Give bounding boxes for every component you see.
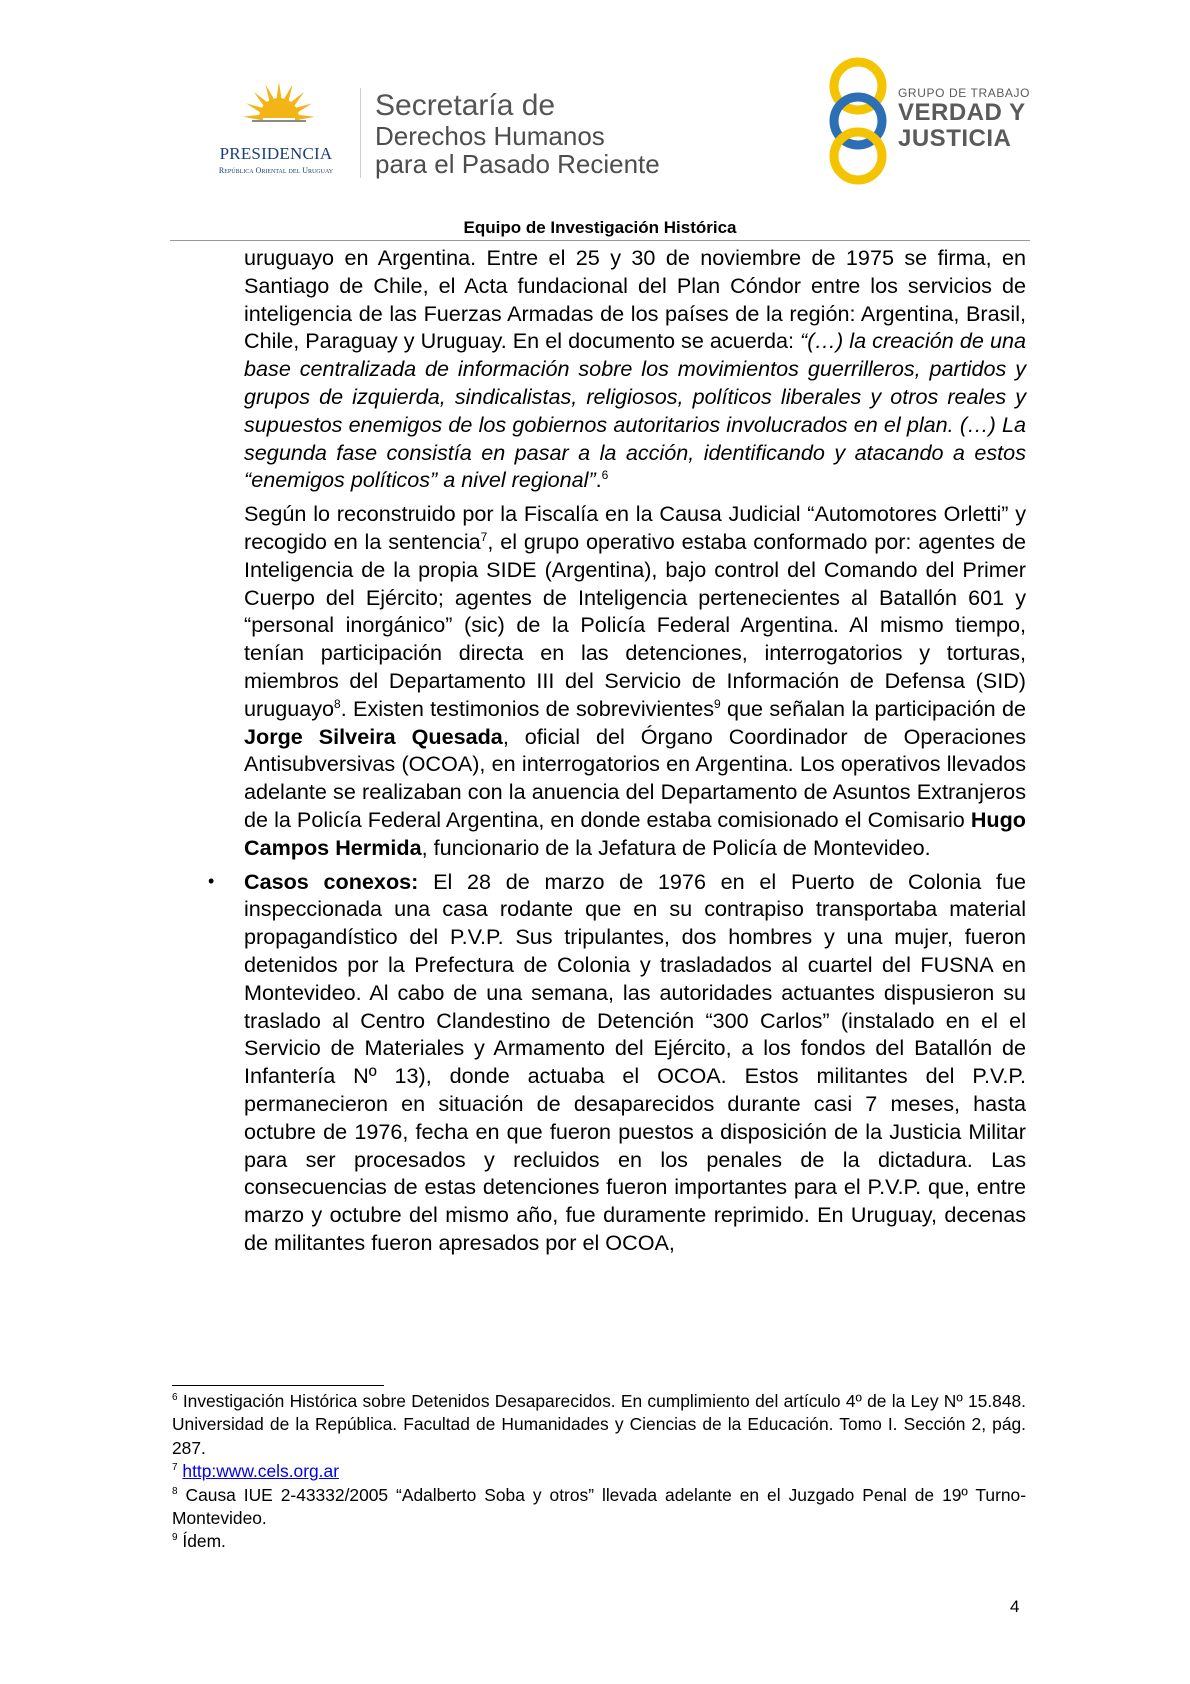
name-bold: Hugo Campos Hermida <box>244 806 1026 860</box>
footnote-divider <box>172 1385 384 1386</box>
bullet-icon: • <box>208 870 215 891</box>
quote-segment: “(…) la creación de una base centralizada de información sobre los movimientos guerrilleros, partidos y grupos de izquierda, sindicalistas, religiosos, políticos liberales y otros reales y supuestos enemigos de los gobiernos autoritarios involucrados en el plan. (…) La segunda fase consistía en pasar a la acción, identificando y atacando a estos “enemigos políticos” a nivel regional” <box>244 328 1026 493</box>
secretaria-line-3: para el Pasado Reciente <box>375 149 660 179</box>
footnote-ref-8[interactable]: 8 <box>334 696 341 711</box>
logo-divider <box>360 88 361 178</box>
text-segment: que señalan la participación de <box>720 695 1026 721</box>
justicia-label: JUSTICIA <box>898 125 1012 152</box>
verdad-justicia-logo <box>820 56 1040 186</box>
page-header-title: Equipo de Investigación Histórica <box>463 218 737 237</box>
footnote-number: 7 <box>172 1462 178 1474</box>
footnote-text: Investigación Histórica sobre Detenidos Desaparecidos. En cumplimiento del artículo 4º de la Ley Nº 15.848. Universidad de la República. Facultad de Humanidades y Ciencias de la Educación. Tomo I. Sección 2, pág. 287. <box>172 1391 1026 1458</box>
text-segment: , oficial del Órgano Coordinador de Operaciones Antisubversivas (OCOA), en interrogatorios en Argentina. Los operativos llevados adelante se realizaban con la anuencia del Departamento de Asuntos Extranjeros de la Policía Federal Argentina, en donde estaba comisionado el Comisario <box>244 723 1026 832</box>
footnote-8 <box>172 1484 1026 1531</box>
grupo-de-trabajo-label: GRUPO DE TRABAJO <box>898 86 1031 100</box>
page-number: 4 <box>1010 1597 1020 1616</box>
footnote-text: Causa IUE 2-43332/2005 “Adalberto Soba y otros” llevada adelante en el Juzgado Penal de 19º Turno-Montevideo. <box>172 1484 1026 1529</box>
name-bold: Jorge Silveira Quesada <box>244 723 503 749</box>
footnote-ref-6[interactable]: 6 <box>601 468 609 483</box>
presidencia-sublabel: República Oriental del Uruguay <box>218 166 334 175</box>
text-segment: , funcionario de la Jefatura de Policía de Montevideo. <box>421 834 931 860</box>
paragraph-plan-condor <box>244 244 1026 494</box>
footnote-9 <box>172 1530 1026 1553</box>
text-segment: El 28 de marzo de 1976 en el Puerto de Colonia fue inspeccionada una casa rodante que en su contrapiso transportaba material propagandístico del P.V.P. Sus tripulantes, dos hombres y una mujer, fueron detenidos por la Prefectura de Colonia y trasladados al cuartel del FUSNA en Montevideo. Al cabo de una semana, las autoridades actuantes dispusieron su traslado al Centro Clandestino de Detención “300 Carlos” (instalado en el el Servicio de Materiales y Armamento del Ejército, a los fondos del Batallón de Infantería Nº 13), donde actuaba el OCOA. Estos militantes del P.V.P. permanecieron en situación de desaparecidos durante casi 7 meses, hasta octubre de 1976, fecha en que fueron puestos a disposición de la Justicia Militar para ser procesados y recluidos en los penales de la dictadura. Las consecuencias de estas detenciones fueron importantes para el P.V.P. que, entre marzo y octubre del mismo año, fue duramente reprimido. En Uruguay, decenas de militantes fueron apresados por el OCOA, <box>244 868 1026 1255</box>
footnote-7 <box>172 1460 1026 1483</box>
text-segment: uruguayo en Argentina. Entre el 25 y 30 de noviembre de 1975 se firma, en Santiago de Chile, el Acta fundacional del Plan Cóndor entre los servicios de inteligencia de las Fuerzas Armadas de los países de la región: Argentina, Brasil, Chile, Paraguay y Uruguay. En el documento se acuerda: <box>244 245 1026 354</box>
paragraph-orletti <box>244 500 1026 861</box>
presidencia-label: PRESIDENCIA <box>219 144 333 163</box>
footnote-number: 6 <box>172 1392 178 1404</box>
verdad-justicia-text <box>898 86 1030 152</box>
footnotes <box>172 1390 1026 1554</box>
document-body <box>208 244 1026 1263</box>
footnote-text: Ídem. <box>177 1531 226 1552</box>
footnote-ref-7[interactable]: 7 <box>480 529 488 544</box>
secretaria-line-2: Derechos Humanos <box>375 121 605 151</box>
footnote-number: 9 <box>172 1532 178 1544</box>
verdad-label: VERDAD Y <box>898 99 1026 126</box>
linked-rings-icon <box>820 56 896 186</box>
text-segment: , el grupo operativo estaba conformado por: agentes de Inteligencia de la propia SIDE (Argentina), bajo control del Comando del Primer Cuerpo del Ejército; agentes de Inteligencia pertenecientes al Batallón 601 y “personal inorgánico” (sic) de la Policía Federal Argentina. Al mismo tiempo, tenían participación directa en las detenciones, interrogatorios y torturas, miembros del Departamento III del Servicio de Información de Defensa (SID) uruguayo <box>244 528 1026 721</box>
header-divider <box>170 240 1030 241</box>
text-segment: Según lo reconstruido por la Fiscalía en la Causa Judicial “Automotores Orletti” y recogido en la sentencia <box>244 501 1026 554</box>
cels-link[interactable]: http:www.cels.org.ar <box>182 1461 339 1482</box>
secretaria-line-1: Secretaría de <box>375 89 556 122</box>
bullet-casos-conexos <box>208 868 1026 1257</box>
bullet-title: Casos conexos: <box>244 868 419 894</box>
sun-emblem-icon <box>244 80 314 150</box>
secretaria-logo-text <box>375 90 660 178</box>
text-segment: . <box>595 467 602 493</box>
footnote-number: 8 <box>172 1485 178 1497</box>
footnote-ref-9[interactable]: 9 <box>714 696 721 711</box>
text-segment: . Existen testimonios de sobrevivientes <box>340 695 715 721</box>
presidencia-logo <box>196 80 356 180</box>
footnote-6 <box>172 1390 1026 1460</box>
